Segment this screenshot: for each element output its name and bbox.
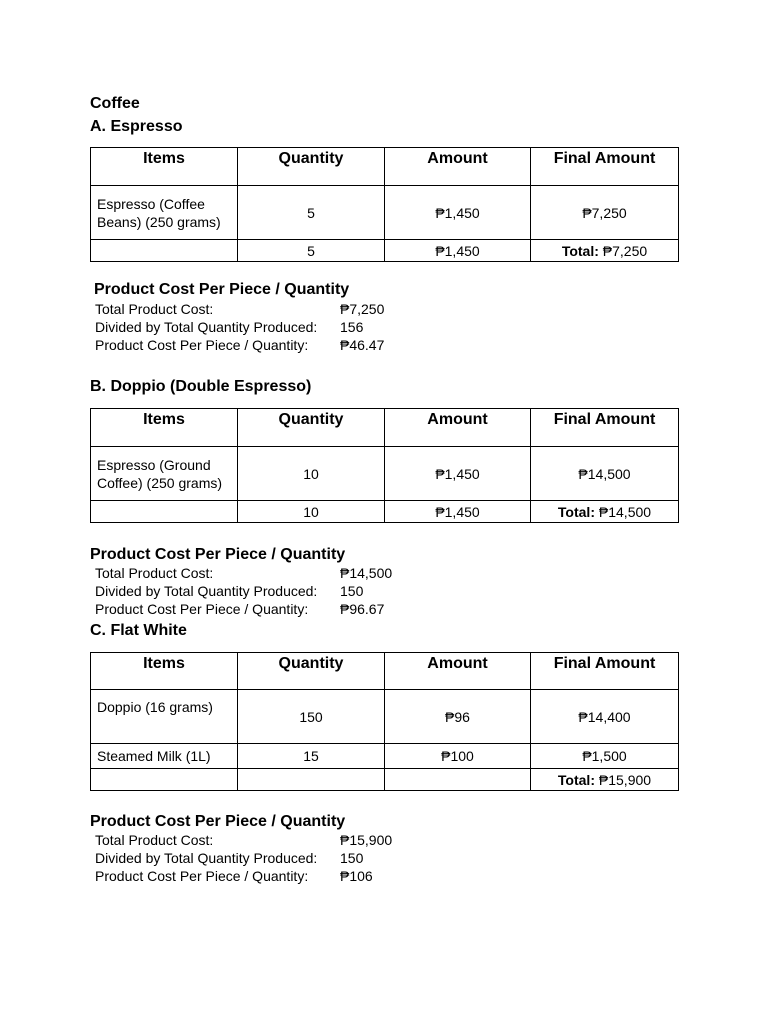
cell-amount: ₱1,450 bbox=[385, 186, 531, 240]
cost-value: ₱46.47 bbox=[340, 337, 385, 353]
cost-line-per-piece bbox=[95, 336, 384, 354]
header-items: Items bbox=[91, 409, 238, 447]
cost-line-divided bbox=[95, 582, 363, 600]
cell-item: Doppio (16 grams) bbox=[91, 690, 238, 744]
cost-line-total bbox=[95, 564, 392, 582]
header-items: Items bbox=[91, 148, 238, 186]
cost-value: 150 bbox=[340, 583, 364, 599]
table-row bbox=[91, 690, 679, 744]
cost-label: Product Cost Per Piece / Quantity: bbox=[95, 337, 309, 353]
cell-final: ₱14,500 bbox=[531, 447, 679, 501]
total-row bbox=[91, 769, 679, 791]
cell-total-amount bbox=[385, 769, 531, 791]
cell-item: Espresso (Coffee Beans) (250 grams) bbox=[91, 186, 238, 240]
section-c-table bbox=[90, 652, 679, 791]
cost-value: ₱7,250 bbox=[340, 301, 385, 317]
section-b-table bbox=[90, 408, 679, 523]
total-label: Total: bbox=[557, 503, 595, 520]
cell-total-quantity: 5 bbox=[238, 240, 385, 262]
cost-line-divided bbox=[95, 849, 363, 867]
total-row bbox=[91, 501, 679, 523]
cell-item: Steamed Milk (1L) bbox=[91, 744, 238, 769]
cell-total-quantity bbox=[238, 769, 385, 791]
header-final-amount: Final Amount bbox=[531, 409, 679, 447]
total-value: ₱15,900 bbox=[598, 771, 652, 788]
cost-heading-a: Product Cost Per Piece / Quantity bbox=[94, 281, 350, 298]
header-final-amount: Final Amount bbox=[531, 653, 679, 690]
cell-empty bbox=[91, 240, 238, 262]
total-value: ₱7,250 bbox=[602, 242, 648, 259]
total-label: Total: bbox=[561, 242, 599, 259]
cost-value: ₱14,500 bbox=[340, 565, 393, 581]
table-row bbox=[91, 744, 679, 769]
section-c-title: C. Flat White bbox=[90, 622, 187, 639]
cell-total-quantity: 10 bbox=[238, 501, 385, 523]
cost-line-total bbox=[95, 831, 392, 849]
header-items: Items bbox=[91, 653, 238, 690]
cost-value: ₱106 bbox=[340, 868, 373, 884]
total-value: ₱14,500 bbox=[598, 503, 652, 520]
cost-value: 150 bbox=[340, 850, 364, 866]
cell-final: ₱1,500 bbox=[531, 744, 679, 769]
cost-line-per-piece bbox=[95, 867, 373, 885]
cost-label: Divided by Total Quantity Produced: bbox=[95, 583, 318, 599]
header-quantity: Quantity bbox=[238, 409, 385, 447]
cell-quantity: 15 bbox=[238, 744, 385, 769]
cost-value: 156 bbox=[340, 319, 364, 335]
cost-label: Total Product Cost: bbox=[95, 301, 214, 317]
cost-label: Total Product Cost: bbox=[95, 832, 214, 848]
header-amount: Amount bbox=[385, 409, 531, 447]
header-final-amount: Final Amount bbox=[531, 148, 679, 186]
cell-empty bbox=[91, 501, 238, 523]
cell-empty bbox=[91, 769, 238, 791]
section-a-table bbox=[90, 147, 679, 262]
cell-amount: ₱96 bbox=[385, 690, 531, 744]
total-row bbox=[91, 240, 679, 262]
cost-label: Divided by Total Quantity Produced: bbox=[95, 319, 318, 335]
cell-quantity: 10 bbox=[238, 447, 385, 501]
cost-label: Product Cost Per Piece / Quantity: bbox=[95, 601, 309, 617]
cell-final: ₱7,250 bbox=[531, 186, 679, 240]
cost-label: Product Cost Per Piece / Quantity: bbox=[95, 868, 309, 884]
header-quantity: Quantity bbox=[238, 653, 385, 690]
cost-line-total bbox=[95, 300, 384, 318]
cell-item: Espresso (Ground Coffee) (250 grams) bbox=[91, 447, 238, 501]
cost-line-per-piece bbox=[95, 600, 384, 618]
cell-quantity: 150 bbox=[238, 690, 385, 744]
cell-final: ₱14,400 bbox=[531, 690, 679, 744]
header-quantity: Quantity bbox=[238, 148, 385, 186]
header-amount: Amount bbox=[385, 148, 531, 186]
cost-heading-b: Product Cost Per Piece / Quantity bbox=[90, 546, 346, 563]
cell-amount: ₱100 bbox=[385, 744, 531, 769]
cell-total bbox=[531, 769, 679, 791]
cost-label: Divided by Total Quantity Produced: bbox=[95, 850, 318, 866]
table-row bbox=[91, 447, 679, 501]
cell-amount: ₱1,450 bbox=[385, 447, 531, 501]
total-label: Total: bbox=[557, 771, 595, 788]
table-row bbox=[91, 186, 679, 240]
cell-total bbox=[531, 240, 679, 262]
cost-heading-c: Product Cost Per Piece / Quantity bbox=[90, 813, 346, 830]
cell-total-amount: ₱1,450 bbox=[385, 240, 531, 262]
section-b-title: B. Doppio (Double Espresso) bbox=[90, 378, 312, 395]
page-title: Coffee bbox=[90, 95, 140, 112]
cell-total bbox=[531, 501, 679, 523]
cost-label: Total Product Cost: bbox=[95, 565, 214, 581]
cost-line-divided bbox=[95, 318, 363, 336]
cost-value: ₱15,900 bbox=[340, 832, 393, 848]
cell-total-amount: ₱1,450 bbox=[385, 501, 531, 523]
section-a-title: A. Espresso bbox=[90, 118, 183, 135]
cell-quantity: 5 bbox=[238, 186, 385, 240]
cost-value: ₱96.67 bbox=[340, 601, 385, 617]
header-amount: Amount bbox=[385, 653, 531, 690]
